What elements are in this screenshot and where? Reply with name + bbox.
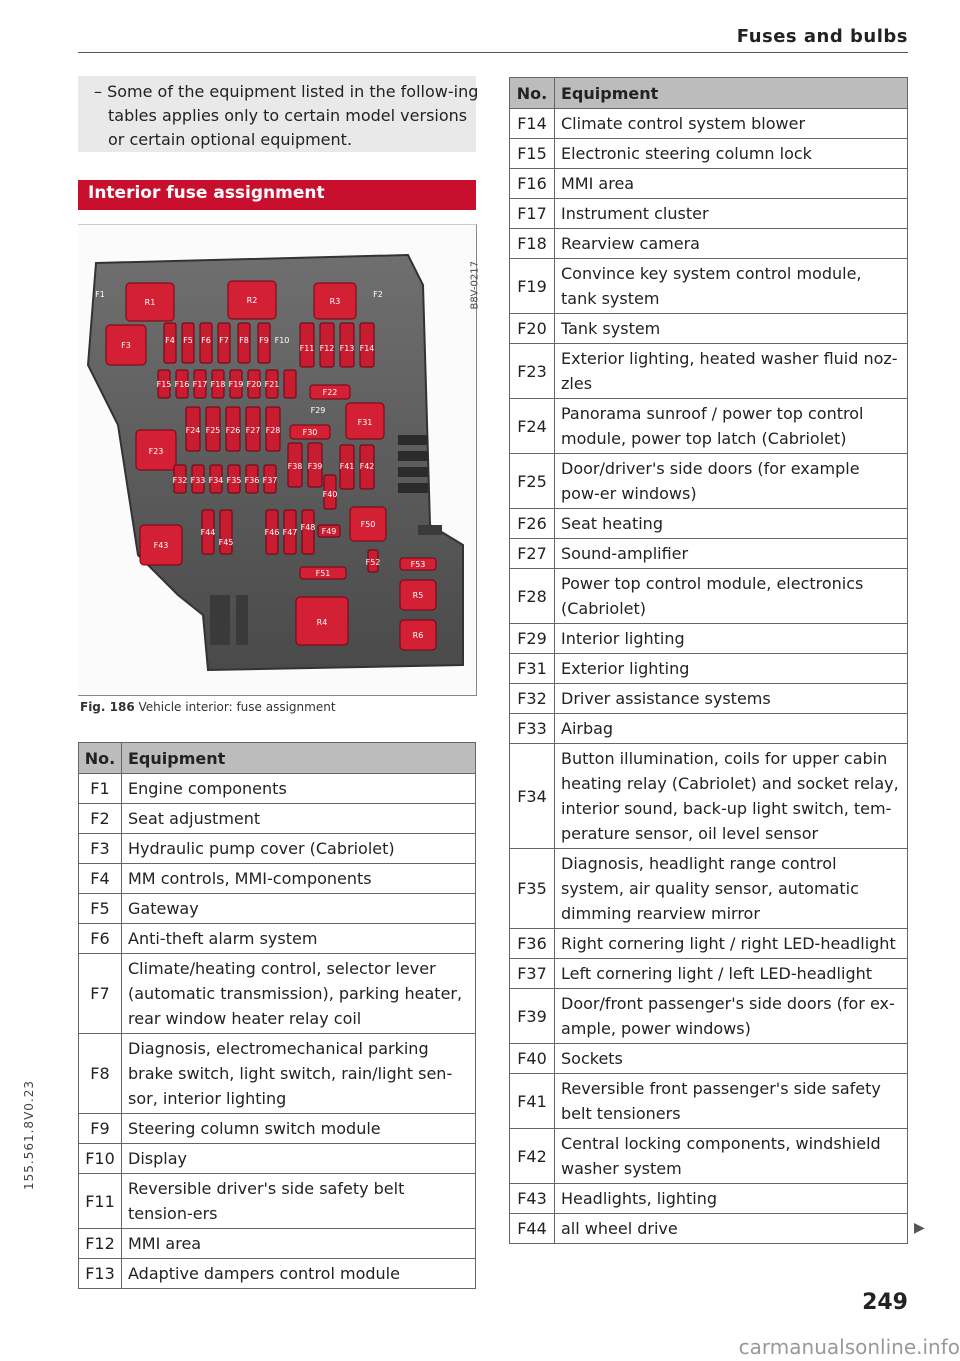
fuse-label: F5	[183, 336, 193, 345]
table-row	[510, 1184, 908, 1214]
fuse-label: F9	[259, 336, 269, 345]
figure-caption	[80, 700, 336, 714]
fuse-label: F13	[339, 344, 355, 353]
fuse-label: F29	[310, 406, 326, 415]
table-row	[510, 989, 908, 1044]
fuse-number-cell: F10	[79, 1144, 122, 1174]
fuse-number-cell: F28	[510, 569, 555, 624]
equipment-cell: Door/front passenger's side doors (for ex-ample, power windows)	[555, 989, 908, 1044]
col-header-equipment: Equipment	[555, 78, 908, 109]
table-row	[510, 569, 908, 624]
fuse-label: F49	[321, 527, 337, 536]
fuse-label: F48	[300, 523, 316, 532]
fuse-label: R4	[316, 618, 328, 627]
fuse-number-cell: F7	[79, 954, 122, 1034]
fuse-label: F53	[410, 560, 426, 569]
table-row	[79, 1229, 476, 1259]
fuse-number-cell: F20	[510, 314, 555, 344]
fuse-label: F8	[239, 336, 249, 345]
equipment-cell: Reversible driver's side safety belt tension-ers	[122, 1174, 476, 1229]
table-row	[510, 109, 908, 139]
page-number: 249	[862, 1290, 908, 1315]
table-row	[510, 684, 908, 714]
table-row	[510, 539, 908, 569]
table-row	[79, 894, 476, 924]
fuse-label: F22	[322, 388, 338, 397]
side-code: 155.561.8V0.23	[22, 1080, 36, 1190]
fuse-number-cell: F32	[510, 684, 555, 714]
fuse-label: F21	[264, 380, 280, 389]
table-row	[510, 199, 908, 229]
table-row	[79, 864, 476, 894]
fuse-label: R2	[246, 296, 258, 305]
section-bar	[78, 180, 476, 210]
fuse-label: R3	[329, 297, 341, 306]
fuse-label: F12	[319, 344, 335, 353]
fuse-number-cell: F25	[510, 454, 555, 509]
fuse-label: F40	[322, 490, 338, 499]
header-title: Fuses and bulbs	[736, 26, 908, 47]
figure-code: B8V-0217	[470, 261, 481, 310]
equipment-cell: Exterior lighting, heated washer fluid noz-zles	[555, 344, 908, 399]
fuse-label: F19	[228, 380, 244, 389]
table-row	[79, 1144, 476, 1174]
table-row	[79, 1259, 476, 1289]
footer-watermark: carmanualsonline.info	[738, 1335, 960, 1359]
table-row	[510, 229, 908, 259]
equipment-cell: Panorama sunroof / power top control module, power top latch (Cabriolet)	[555, 399, 908, 454]
fuse-number-cell: F43	[510, 1184, 555, 1214]
continue-arrow-icon: ▶	[914, 1220, 925, 1236]
equipment-cell: Power top control module, electronics (Cabriolet)	[555, 569, 908, 624]
fuse-label: F41	[339, 462, 355, 471]
equipment-cell: MM controls, MMI-components	[122, 864, 476, 894]
note-text: – Some of the equipment listed in the follow-ing tables applies only to certain model versions or certain optional equipment.	[94, 82, 479, 149]
fuse-label: F36	[244, 476, 260, 485]
fuse-label: F42	[359, 462, 375, 471]
equipment-cell: Climate/heating control, selector lever (automatic transmission), parking heater, rear window heater relay coil	[122, 954, 476, 1034]
fuse-number-cell: F44	[510, 1214, 555, 1244]
table-row	[510, 314, 908, 344]
fuse-number-cell: F40	[510, 1044, 555, 1074]
equipment-cell: Headlights, lighting	[555, 1184, 908, 1214]
fuse-label: F30	[302, 428, 318, 437]
equipment-cell: Driver assistance systems	[555, 684, 908, 714]
table-row	[510, 1074, 908, 1129]
fuse-number-cell: F8	[79, 1034, 122, 1114]
fuse-label: F39	[307, 462, 323, 471]
fuse-number-cell: F34	[510, 744, 555, 849]
fuse-label: F33	[190, 476, 206, 485]
equipment-cell: Button illumination, coils for upper cabin heating relay (Cabriolet) and socket relay, interior sound, back-up light switch, tem-perature sensor, oil level sensor	[555, 744, 908, 849]
fuse-label: F44	[200, 528, 216, 537]
fuse-box-diagram	[78, 225, 476, 695]
fuse-table-right	[509, 77, 908, 1244]
fuse-table-left	[78, 742, 476, 1289]
equipment-cell: Hydraulic pump cover (Cabriolet)	[122, 834, 476, 864]
fuse-label: F16	[174, 380, 190, 389]
fuse-label: F37	[262, 476, 278, 485]
equipment-cell: Right cornering light / right LED-headlight	[555, 929, 908, 959]
equipment-cell: Diagnosis, electromechanical parking brake switch, light switch, rain/light sen-sor, interior lighting	[122, 1034, 476, 1114]
fuse-label: F26	[225, 426, 241, 435]
table-row	[510, 624, 908, 654]
table-row	[510, 849, 908, 929]
fuse-number-cell: F9	[79, 1114, 122, 1144]
table-row	[510, 1214, 908, 1244]
equipment-cell: Convince key system control module, tank system	[555, 259, 908, 314]
col-header-no: No.	[510, 78, 555, 109]
equipment-cell: Gateway	[122, 894, 476, 924]
table-row	[79, 1174, 476, 1229]
fuse-number-cell: F5	[79, 894, 122, 924]
fuse-number-cell: F11	[79, 1174, 122, 1229]
fuse-label: F20	[246, 380, 262, 389]
fuse-number-cell: F29	[510, 624, 555, 654]
note-box	[78, 76, 479, 152]
fuse-label: F14	[359, 344, 375, 353]
fuse-label: F24	[185, 426, 201, 435]
fuse-number-cell: F13	[79, 1259, 122, 1289]
fuse-label: F43	[153, 541, 169, 550]
fuse-number-cell: F18	[510, 229, 555, 259]
fuse-number-cell: F1	[79, 774, 122, 804]
fuse-number-cell: F16	[510, 169, 555, 199]
caption-text: Vehicle interior: fuse assignment	[138, 700, 336, 714]
fuse-number-cell: F23	[510, 344, 555, 399]
table-row	[510, 959, 908, 989]
table-row	[79, 804, 476, 834]
equipment-cell: Exterior lighting	[555, 654, 908, 684]
fuse-label: F4	[165, 336, 175, 345]
fuse-number-cell: F15	[510, 139, 555, 169]
equipment-cell: Anti-theft alarm system	[122, 924, 476, 954]
table-row	[79, 924, 476, 954]
fuse-label: F52	[365, 558, 381, 567]
fuse-label: F1	[95, 290, 105, 299]
fuse-label: F15	[156, 380, 172, 389]
fuse-label: F32	[172, 476, 188, 485]
col-header-equipment: Equipment	[122, 743, 476, 774]
table-row	[79, 774, 476, 804]
equipment-cell: Sound-amplifier	[555, 539, 908, 569]
table-row	[510, 259, 908, 314]
table-row	[510, 654, 908, 684]
fuse-label: R6	[412, 631, 424, 640]
table-row	[510, 399, 908, 454]
fuse-label: F6	[201, 336, 211, 345]
fuse-number-cell: F4	[79, 864, 122, 894]
fuse-label: F18	[210, 380, 226, 389]
fuse-number-cell: F24	[510, 399, 555, 454]
equipment-cell: Diagnosis, headlight range control system, air quality sensor, automatic dimming rearview mirror	[555, 849, 908, 929]
fuse-number-cell: F41	[510, 1074, 555, 1129]
equipment-cell: Tank system	[555, 314, 908, 344]
fuse-number-cell: F31	[510, 654, 555, 684]
table-row	[510, 344, 908, 399]
fuse-number-cell: F6	[79, 924, 122, 954]
fuse-label: F38	[287, 462, 303, 471]
equipment-cell: Adaptive dampers control module	[122, 1259, 476, 1289]
fuse-label: F46	[264, 528, 280, 537]
col-header-no: No.	[79, 743, 122, 774]
equipment-cell: Reversible front passenger's side safety belt tensioners	[555, 1074, 908, 1129]
table-row	[510, 509, 908, 539]
fuse-label: F27	[245, 426, 261, 435]
equipment-cell: Display	[122, 1144, 476, 1174]
table-row	[510, 139, 908, 169]
equipment-cell: Electronic steering column lock	[555, 139, 908, 169]
table-row	[79, 1034, 476, 1114]
table-row	[510, 1129, 908, 1184]
fuse-label: R5	[412, 591, 424, 600]
fuse-number-cell: F14	[510, 109, 555, 139]
fuse-label: F7	[219, 336, 229, 345]
equipment-cell: Engine components	[122, 774, 476, 804]
fuse-label: F51	[315, 569, 331, 578]
fuse-number-cell: F17	[510, 199, 555, 229]
fuse-label: F2	[373, 290, 383, 299]
table-row	[79, 954, 476, 1034]
fuse-label: F35	[226, 476, 242, 485]
fuse-number-cell: F2	[79, 804, 122, 834]
equipment-cell: Sockets	[555, 1044, 908, 1074]
fuse-figure	[78, 224, 481, 696]
fuse-label: F11	[299, 344, 315, 353]
fuse-number-cell: F33	[510, 714, 555, 744]
table-row	[510, 169, 908, 199]
equipment-cell: Door/driver's side doors (for example pow-er windows)	[555, 454, 908, 509]
equipment-cell: all wheel drive	[555, 1214, 908, 1244]
caption-label: Fig. 186	[80, 700, 135, 714]
fuse-label: F23	[148, 447, 164, 456]
equipment-cell: Instrument cluster	[555, 199, 908, 229]
fuse-number-cell: F27	[510, 539, 555, 569]
fuse-label: F17	[192, 380, 208, 389]
fuse-label: R1	[144, 298, 156, 307]
equipment-cell: Airbag	[555, 714, 908, 744]
equipment-cell: Rearview camera	[555, 229, 908, 259]
table-row	[79, 1114, 476, 1144]
equipment-cell: Left cornering light / left LED-headlight	[555, 959, 908, 989]
fuse-label: F25	[205, 426, 221, 435]
fuse-number-cell: F36	[510, 929, 555, 959]
fuse-label: F50	[360, 520, 376, 529]
fuse-number-cell: F12	[79, 1229, 122, 1259]
fuse-label: F10	[274, 336, 290, 345]
fuse-label: F3	[121, 341, 131, 350]
equipment-cell: Seat heating	[555, 509, 908, 539]
equipment-cell: Steering column switch module	[122, 1114, 476, 1144]
fuse-number-cell: F37	[510, 959, 555, 989]
fuse-number-cell: F39	[510, 989, 555, 1044]
table-row	[510, 744, 908, 849]
equipment-cell: Climate control system blower	[555, 109, 908, 139]
table-row	[79, 834, 476, 864]
fuse-number-cell: F42	[510, 1129, 555, 1184]
table-row	[510, 929, 908, 959]
fuse-label: F31	[357, 418, 373, 427]
table-row	[510, 1044, 908, 1074]
fuse-number-cell: F35	[510, 849, 555, 929]
fuse-label: F47	[282, 528, 298, 537]
table-row	[510, 454, 908, 509]
table-row	[510, 714, 908, 744]
fuse-number-cell: F26	[510, 509, 555, 539]
equipment-cell: Central locking components, windshield washer system	[555, 1129, 908, 1184]
equipment-cell: Seat adjustment	[122, 804, 476, 834]
section-title: Interior fuse assignment	[88, 183, 325, 203]
fuse-label: F28	[265, 426, 281, 435]
equipment-cell: MMI area	[555, 169, 908, 199]
equipment-cell: MMI area	[122, 1229, 476, 1259]
fuse-label: F45	[218, 538, 234, 547]
fuse-label: F34	[208, 476, 224, 485]
fuse-number-cell: F3	[79, 834, 122, 864]
equipment-cell: Interior lighting	[555, 624, 908, 654]
fuse-number-cell: F19	[510, 259, 555, 314]
page-header	[78, 20, 908, 53]
